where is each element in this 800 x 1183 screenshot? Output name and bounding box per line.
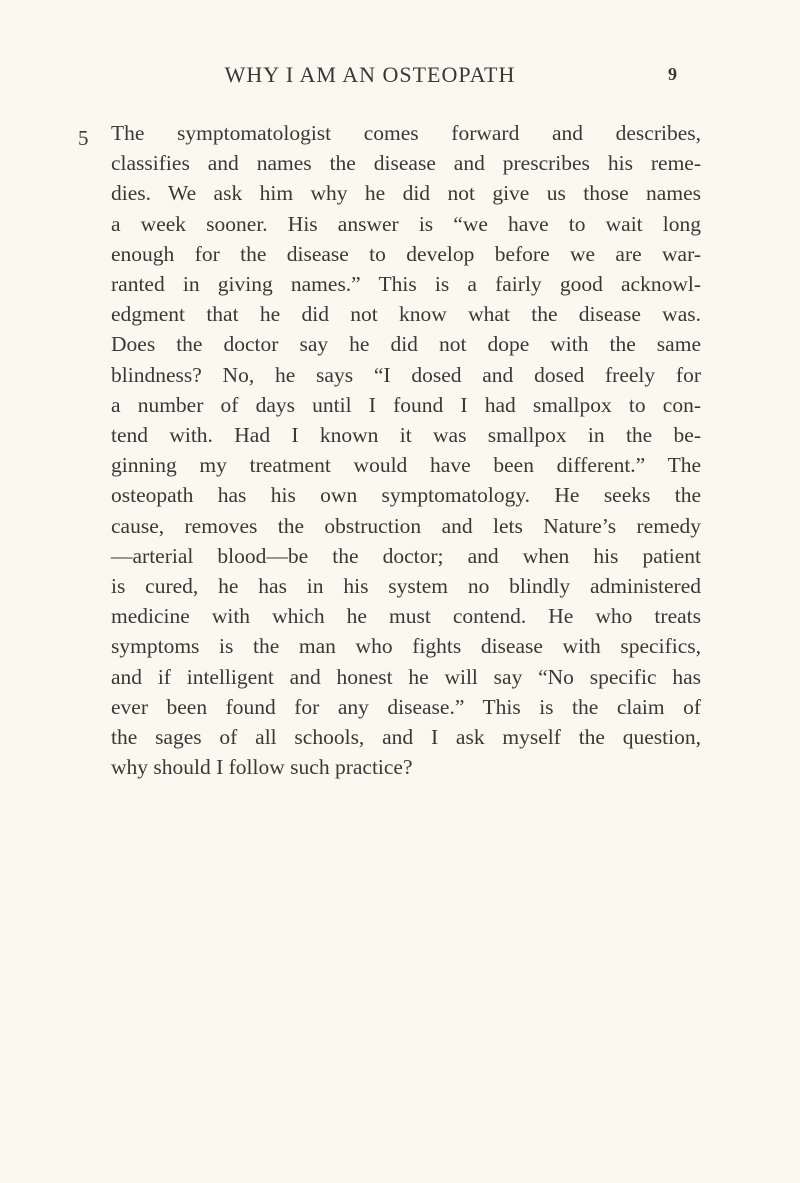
page-number: 9 [668,64,677,84]
text-line: osteopath has his own symptomatology. He seeks the [111,483,701,508]
text-line: ever been found for any disease.” This is the claim of [111,694,701,719]
text-line: Does the doctor say he did not dope with the same [111,332,701,357]
margin-line-marker: 5 [78,126,89,150]
text-line: the sages of all schools, and I ask myself the question, [111,725,701,750]
text-line: The symptomatologist comes forward and describes, [111,121,701,145]
running-head [0,62,800,92]
text-line: medicine with which he must contend. He who treats [111,604,701,629]
text-line: dies. We ask him why he did not give us those names [111,181,701,206]
text-line: cause, removes the obstruction and lets Nature’s remedy [111,513,701,538]
text-line: classifies and names the disease and prescribes his reme- [111,151,701,176]
text-line: symptoms is the man who fights disease with specifics, [111,634,701,659]
text-line: ginning my treatment would have been different.” The [111,453,701,478]
text-line: ranted in giving names.” This is a fairly good acknowl- [111,272,701,297]
text-line: edgment that he did not know what the disease was. [111,302,701,327]
body-paragraph [111,118,701,782]
text-line: tend with. Had I known it was smallpox in the be- [111,423,701,448]
text-line: blindness? No, he says “I dosed and dosed freely for [111,362,701,387]
text-line: and if intelligent and honest he will say “No specific has [111,664,701,689]
text-line: is cured, he has in his system no blindly administered [111,574,701,599]
text-line: enough for the disease to develop before we are war- [111,241,701,266]
text-line: a number of days until I found I had smallpox to con- [111,392,701,417]
text-line: why should I follow such practice? [111,755,413,780]
text-line: —arterial blood—be the doctor; and when his patient [111,543,701,568]
running-title: WHY I AM AN OSTEOPATH [224,62,516,87]
text-line: a week sooner. His answer is “we have to wait long [111,211,701,236]
